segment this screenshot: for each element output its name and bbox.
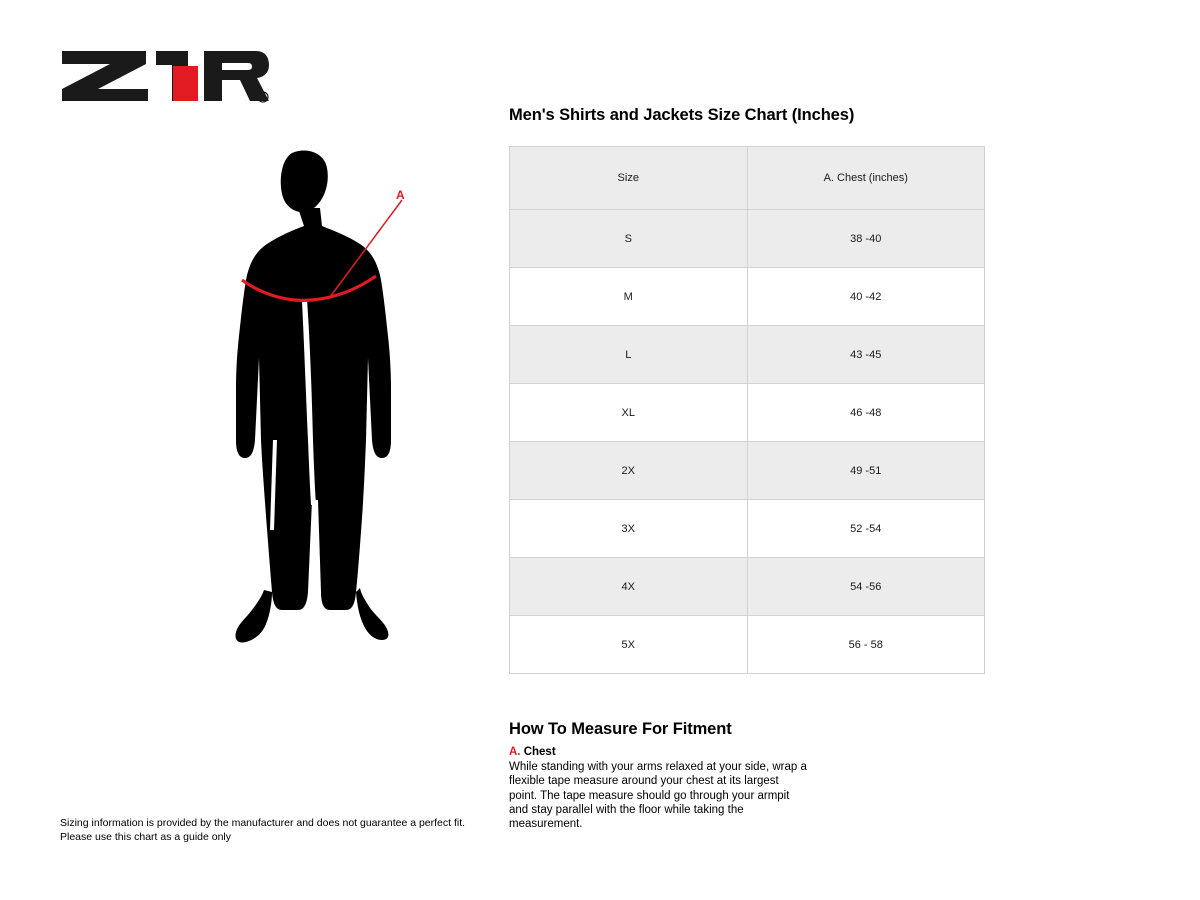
disclaimer	[60, 816, 465, 844]
cell-chest: 54 -56	[747, 558, 985, 616]
cell-size: 5X	[510, 616, 748, 674]
column-header-size: Size	[510, 147, 748, 210]
column-header-chest: A. Chest (inches)	[747, 147, 985, 210]
cell-size: S	[510, 210, 748, 268]
z1r-logo	[60, 45, 270, 105]
cell-chest: 38 -40	[747, 210, 985, 268]
table-row	[510, 268, 985, 326]
measure-point-label-a: A	[396, 188, 405, 202]
disclaimer-line-1: Sizing information is provided by the manufacturer and does not guarantee a perfect fit.	[60, 817, 466, 829]
table-row	[510, 616, 985, 674]
table-row	[510, 384, 985, 442]
disclaimer-line-2: Please use this chart as a guide only	[60, 831, 232, 843]
cell-chest: 40 -42	[747, 268, 985, 326]
table-row	[510, 442, 985, 500]
measure-item-heading	[509, 746, 985, 758]
table-header-row	[510, 147, 985, 210]
measure-item-letter: A.	[509, 746, 521, 758]
cell-chest: 56 - 58	[747, 616, 985, 674]
size-chart-table	[509, 146, 985, 674]
measure-item-description: While standing with your arms relaxed at your side, wrap a flexible tape measure around your chest at its largest point. The tape measure should go through your armpit and stay parallel with the floor while taking the measurement.	[509, 761, 807, 831]
cell-chest: 49 -51	[747, 442, 985, 500]
svg-text:R: R	[260, 95, 266, 103]
cell-chest: 46 -48	[747, 384, 985, 442]
cell-size: M	[510, 268, 748, 326]
cell-chest: 43 -45	[747, 326, 985, 384]
cell-size: L	[510, 326, 748, 384]
table-row	[510, 558, 985, 616]
cell-size: XL	[510, 384, 748, 442]
table-row	[510, 500, 985, 558]
cell-chest: 52 -54	[747, 500, 985, 558]
page-title: Men's Shirts and Jackets Size Chart (Inches)	[509, 106, 855, 124]
how-to-measure-section	[509, 720, 985, 831]
table-row	[510, 326, 985, 384]
male-body-silhouette	[180, 140, 460, 680]
table-row	[510, 210, 985, 268]
how-to-measure-heading: How To Measure For Fitment	[509, 720, 732, 738]
cell-size: 4X	[510, 558, 748, 616]
measure-item-name: Chest	[523, 746, 556, 758]
cell-size: 3X	[510, 500, 748, 558]
cell-size: 2X	[510, 442, 748, 500]
size-chart-panel	[509, 106, 985, 831]
